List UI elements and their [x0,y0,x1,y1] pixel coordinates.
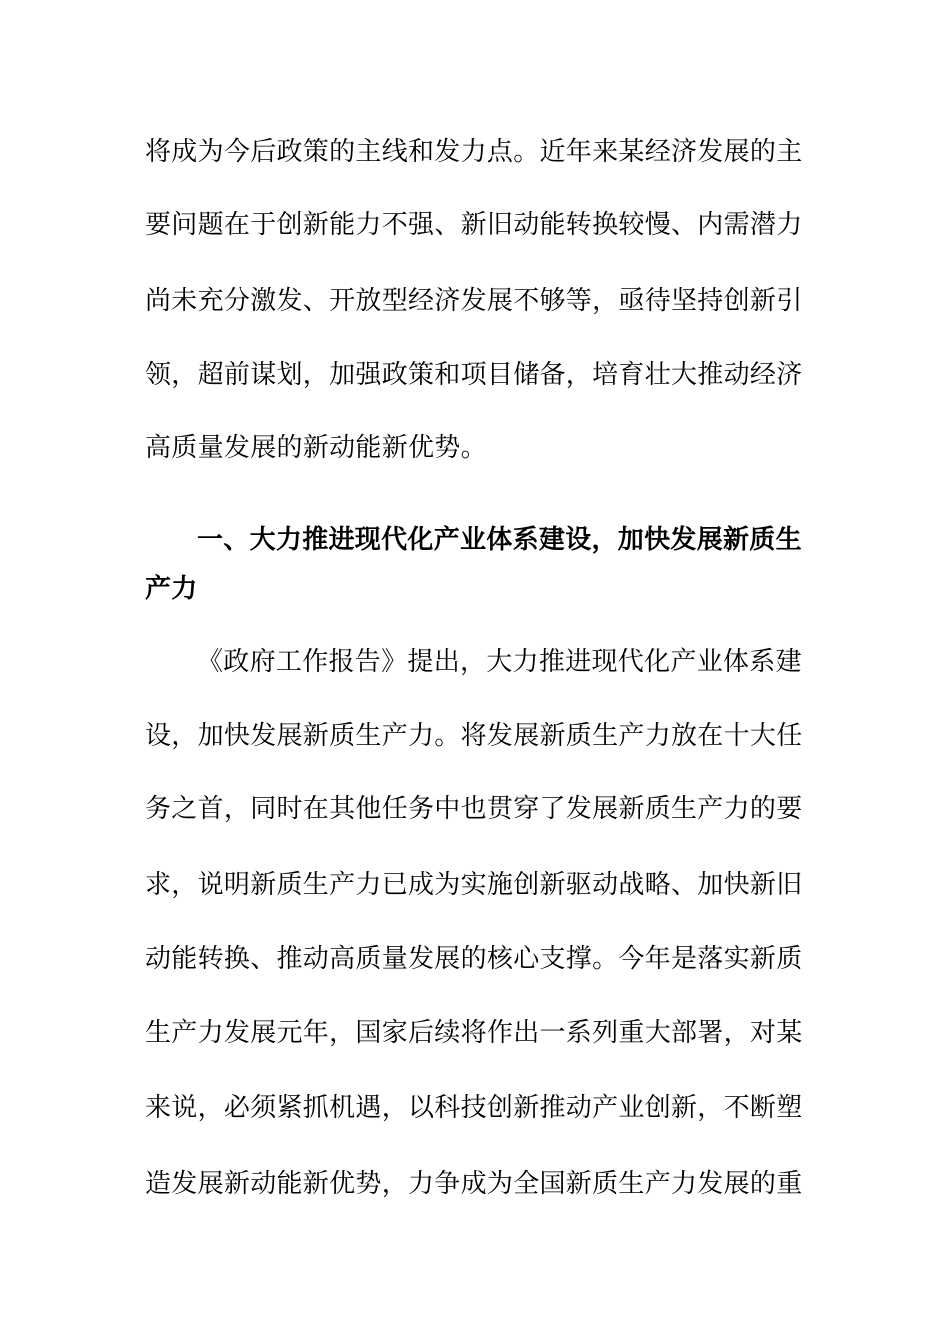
text-line: 将成为今后政策的主线和发力点。近年来某经济发展的主 [145,137,803,167]
text-line: 《政府工作报告》提出，大力推进现代化产业体系建 [197,647,802,677]
text-line: 要问题在于创新能力不强、新旧动能转换较慢、内需潜力 [145,210,803,240]
text-line: 生产力发展元年，国家后续将作出一系列重大部署，对某 [145,1018,803,1048]
text-line: 务之首，同时在其他任务中也贯穿了发展新质生产力的要 [145,794,803,824]
text-line: 造发展新动能新优势，力争成为全国新质生产力发展的重 [145,1169,803,1199]
heading-line: 产力 [145,574,198,604]
text-line: 尚未充分激发、开放型经济发展不够等，亟待坚持创新引 [145,286,803,316]
text-line: 动能转换、推动高质量发展的核心支撑。今年是落实新质 [145,944,803,974]
text-line: 领，超前谋划，加强政策和项目储备，培育壮大推动经济 [145,360,803,390]
text-line: 高质量发展的新动能新优势。 [145,433,487,463]
text-line: 来说，必须紧抓机遇，以科技创新推动产业创新，不断塑 [145,1093,803,1123]
text-line: 设，加快发展新质生产力。将发展新质生产力放在十大任 [145,721,803,751]
heading-line: 一、大力推进现代化产业体系建设，加快发展新质生 [197,525,802,555]
text-line: 求，说明新质生产力已成为实施创新驱动战略、加快新旧 [145,870,803,900]
